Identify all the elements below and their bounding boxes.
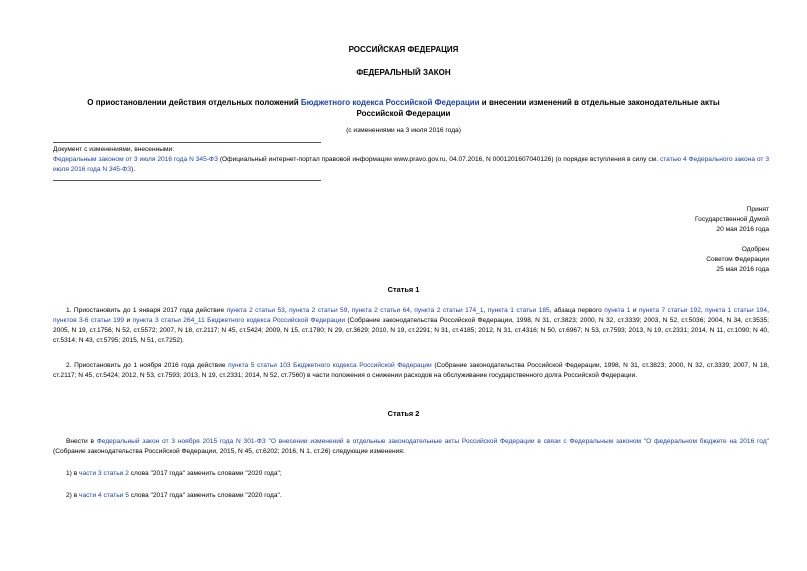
council-line-3: 25 мая 2016 года	[716, 266, 769, 273]
top-divider	[53, 142, 321, 143]
budget-code-link[interactable]: Бюджетного кодекса Российской Федерации	[300, 98, 480, 107]
text: и	[630, 307, 639, 314]
country-heading: РОССИЙСКАЯ ФЕДЕРАЦИЯ	[348, 45, 459, 54]
ref-link[interactable]: пункта 1	[604, 307, 631, 314]
text: 1. Приостановить до 1 января 2017 года действие	[66, 307, 227, 314]
changes-heading: Документ с изменениями, внесенными:	[53, 146, 175, 153]
text: Внести в	[66, 438, 97, 445]
ref-link[interactable]: пункта 2 статьи 59	[289, 307, 348, 314]
article-2-item-1	[53, 469, 769, 479]
article-4-link[interactable]: статью 4	[659, 156, 687, 163]
changes-text: (Официальный интернет-портал правовой информации www.pravo.gov.ru, 04.07.2016, N 0001201607040126) (о порядке вступления в силу см.	[217, 156, 660, 163]
article-2-item-2	[53, 491, 769, 501]
ref-link[interactable]: части 4 статьи 5	[79, 492, 129, 499]
text: ,	[483, 307, 488, 314]
text: 1) в	[66, 470, 80, 477]
text: 2) в	[66, 492, 80, 499]
ref-link[interactable]: пункта 2 статьи 53	[226, 307, 285, 314]
amending-law-link-2[interactable]: Федерального закона от 3 июля 2016 года N 345-ФЗ	[53, 156, 769, 173]
revision-note: (с изменениями на 3 июля 2016 года)	[346, 127, 461, 134]
text: (Собрание законодательства Российской Федерации, 2015, N 45, ст.6202; 2016, N 1, ст.26) следующие изменения:	[53, 448, 405, 455]
text: (Собрание законодательства Российской Федерации, 1998, N 31, ст.3823; 2000, N 32, ст.3339; 2007, N 18, ст.2117; N 45, ст.5424; 2012, N 53, ст.7593; 2013, N 19, ст.2331; 2014, N 52, ст.7560) в части положения о снижении расходов на обслуживание государственного долга Российской Федерации.	[53, 362, 769, 379]
text: ,	[284, 307, 290, 314]
text: ,	[700, 307, 706, 314]
council-line-1: Одобрен	[741, 246, 769, 253]
article-2-body	[53, 437, 769, 501]
article-1-para-2	[53, 361, 769, 381]
document-title	[40, 97, 767, 119]
ref-link[interactable]: пункта 2 статьи 174_1	[414, 307, 484, 314]
council-approval	[560, 245, 769, 275]
title-text-post: и внесении изменений в отдельные законодательные акты	[479, 98, 720, 107]
amending-law-link[interactable]: Федеральным законом от 3 июля 2016 года N 345-ФЗ	[53, 156, 218, 163]
ref-link[interactable]: пункта 3 статьи 264_11 Бюджетного кодекса Российской Федерации	[132, 317, 346, 324]
ref-link[interactable]: Федеральный закон от 3 ноября 2015 года N 301-ФЗ "О внесении изменений в отдельные законодательные акты Российской Федерации в связи с Федеральным законом "О федеральном бюджете на 2016 год"	[96, 438, 770, 445]
article-1-para-1	[53, 306, 769, 346]
council-line-2: Советом Федерации	[706, 256, 769, 263]
ref-link[interactable]: пункта 2 статьи 64	[351, 307, 410, 314]
text: , абзаца первого	[549, 307, 605, 314]
duma-line-3: 20 мая 2016 года	[716, 226, 769, 233]
changes-text-end: ).	[131, 166, 136, 173]
ref-link[interactable]: пункта 5 статьи 103 Бюджетного кодекса Российской Федерации	[228, 362, 432, 369]
title-text-pre: О приостановлении действия отдельных положений	[87, 98, 301, 107]
ref-link[interactable]: части 3 статьи 2	[79, 470, 129, 477]
text: 2. Приостановить до 1 ноября 2016 года действие	[66, 362, 229, 369]
text: слова "2017 года" заменить словами "2020 года";	[128, 470, 282, 477]
text: ,	[347, 307, 352, 314]
text: и	[124, 317, 133, 324]
title-text-line2: Российской Федерации	[356, 109, 451, 118]
duma-adoption	[560, 205, 769, 235]
article-2-heading: Статья 2	[387, 409, 420, 418]
ref-link[interactable]: пункта 1 статьи 194	[705, 307, 768, 314]
ref-link[interactable]: пункта 1 статьи 185	[487, 307, 550, 314]
bottom-divider	[53, 180, 321, 181]
article-1-body	[53, 306, 769, 381]
article-1-heading: Статья 1	[387, 285, 420, 294]
text: ,	[409, 307, 415, 314]
duma-line-1: Принят	[746, 206, 769, 213]
article-2-para-1	[53, 437, 769, 457]
changes-box	[53, 145, 769, 175]
doc-type-heading: ФЕДЕРАЛЬНЫЙ ЗАКОН	[356, 68, 451, 77]
text: слова "2017 года" заменить словами "2020 года".	[128, 492, 282, 499]
text: (Собрание законодательства Российской Федерации, 1998, N 31, ст.3823; 2000, N 32, ст.3339; 2003, N 52, ст.5036; 2004, N 34, ст.3535; 2005, N 19, ст.1756; N 52, ст.5572; 2007, N 18, ст.2117; N 45, ст.5424; 2009, N 15, ст.1780; N 29, ст.3629; 2010, N 19, ст.2291; N 31, ст.4185; 2012, N 31, ст.4316; N 50, ст.6967; N 53, ст.7593; 2013, N 19, ст.2331; 2014, N 11, ст.1090; N 40, ст.5314; N 43, ст.5795; 2015, N 51, ст.7252).	[53, 317, 770, 344]
duma-line-2: Государственной Думой	[695, 216, 769, 223]
ref-link[interactable]: пунктов 3-6 статьи 199	[53, 317, 125, 324]
ref-link[interactable]: пункта 7 статьи 192	[638, 307, 701, 314]
text: ,	[767, 307, 769, 314]
